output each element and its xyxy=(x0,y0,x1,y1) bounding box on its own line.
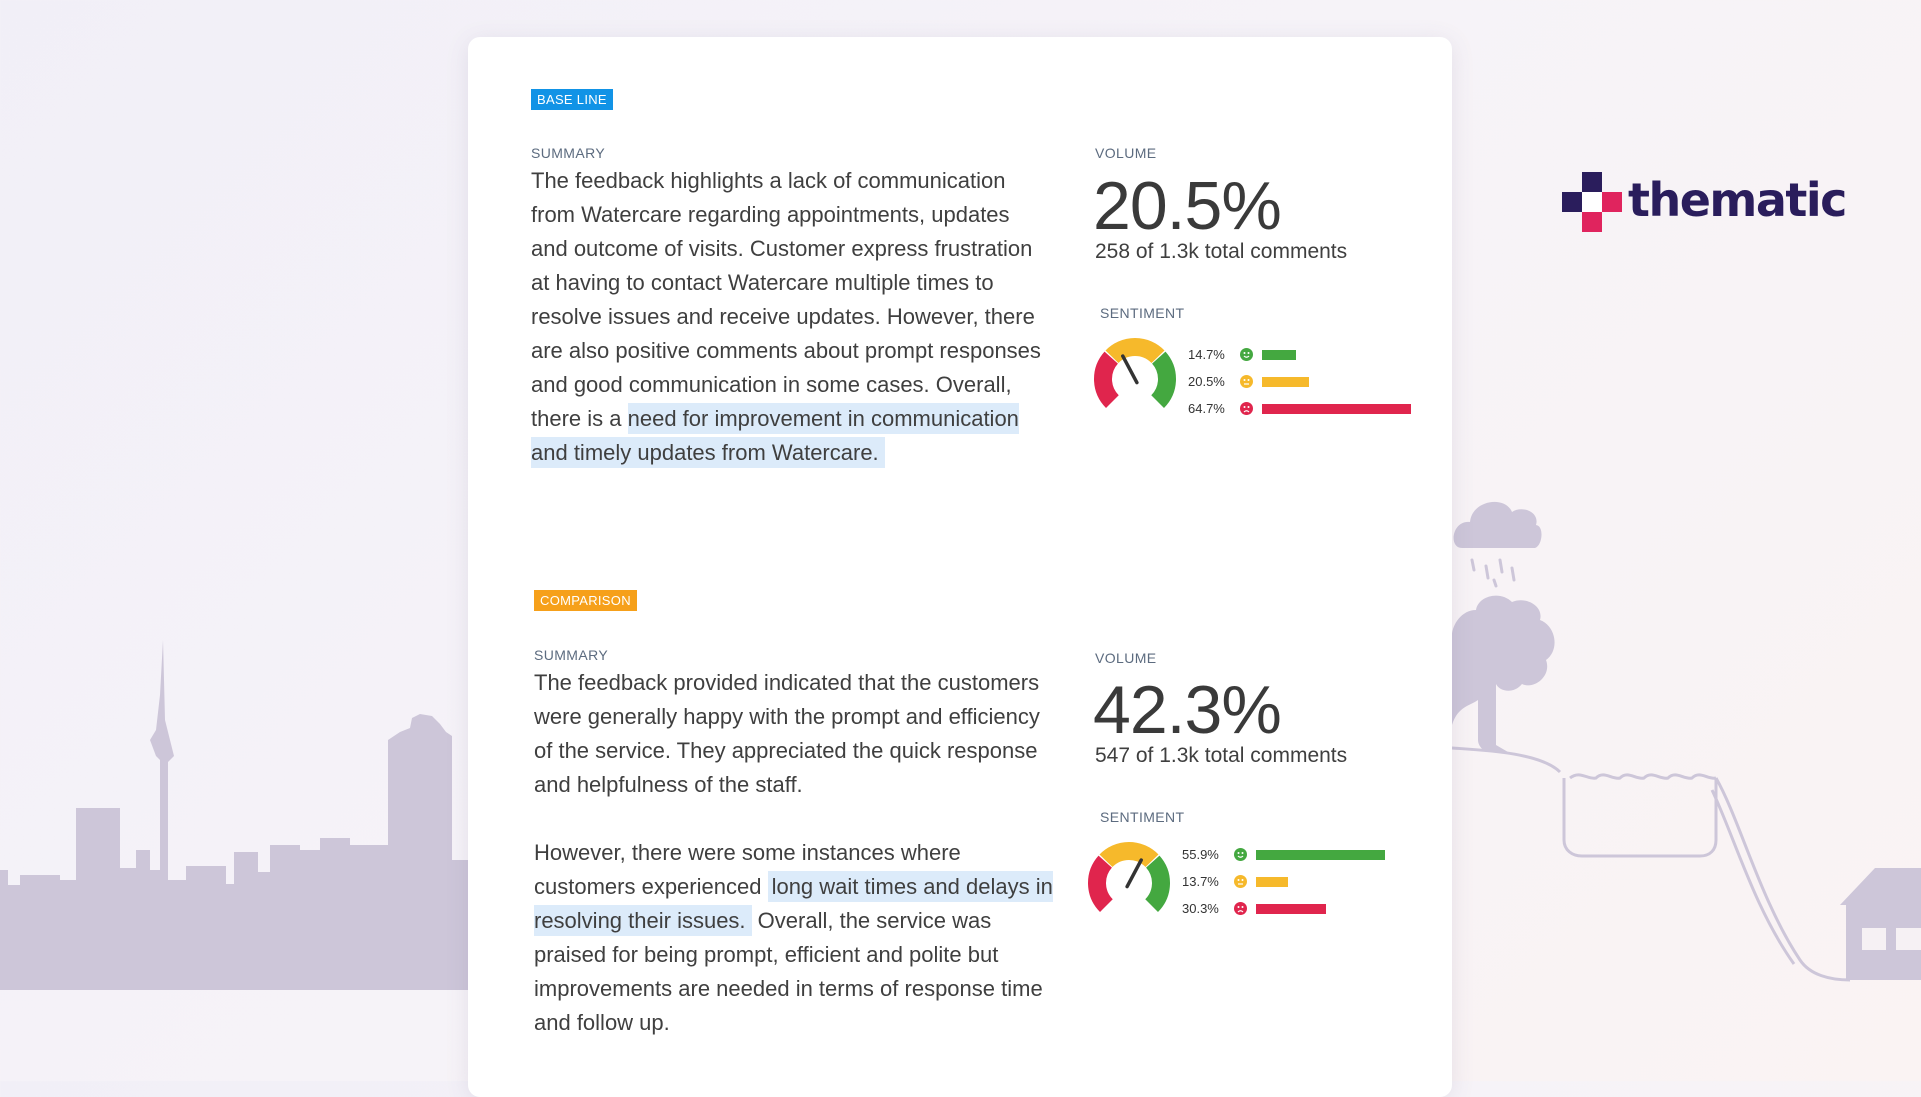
gauge-negative-arc xyxy=(1097,862,1106,906)
sentiment-bar-positive xyxy=(1262,350,1296,360)
gauge-needle xyxy=(1127,860,1141,886)
gauge-needle xyxy=(1123,356,1137,382)
sentiment-row-neutral xyxy=(1182,872,1442,892)
comparison-card xyxy=(468,37,1452,1097)
gauge-neutral-arc xyxy=(1112,347,1158,357)
gauge-neutral-arc xyxy=(1106,851,1152,861)
baseline-sentiment-gauge xyxy=(1093,337,1177,421)
baseline-volume-value: 20.5% xyxy=(1093,168,1281,244)
sentiment-bar-neutral xyxy=(1256,877,1288,887)
sentiment-percentage: 20.5% xyxy=(1188,374,1225,389)
baseline-summary-text xyxy=(531,164,1051,470)
comparison-tag: COMPARISON xyxy=(534,590,637,611)
sentiment-bar-negative xyxy=(1262,404,1411,414)
brand-name: thematic xyxy=(1628,173,1846,227)
gauge-positive-arc xyxy=(1158,358,1167,402)
water-pipe-illustration xyxy=(1452,748,1850,980)
sentiment-percentage: 64.7% xyxy=(1188,401,1225,416)
baseline-volume-subtext: 258 of 1.3k total comments xyxy=(1095,240,1348,263)
sentiment-percentage: 55.9% xyxy=(1182,847,1219,862)
sentiment-percentage: 14.7% xyxy=(1188,347,1225,362)
smile-face-icon xyxy=(1234,848,1247,861)
gauge-positive-arc xyxy=(1152,862,1161,906)
sentiment-bar-negative xyxy=(1256,904,1326,914)
sentiment-percentage: 30.3% xyxy=(1182,901,1219,916)
gauge-negative-arc xyxy=(1103,358,1112,402)
sad-face-icon xyxy=(1240,402,1253,415)
comparison-summary-label: SUMMARY xyxy=(534,647,609,663)
baseline-sentiment-label: SENTIMENT xyxy=(1100,305,1185,321)
baseline-tag: BASE LINE xyxy=(531,89,613,110)
baseline-summary-highlight: need for improvement in communication and timely updates from Watercare. xyxy=(531,403,1019,468)
baseline-summary-label: SUMMARY xyxy=(531,145,606,161)
house-icon xyxy=(1840,868,1921,980)
sentiment-row-negative xyxy=(1188,399,1448,419)
thematic-logo-icon xyxy=(1560,170,1622,232)
thematic-logo xyxy=(1560,168,1846,234)
comparison-summary-p2-start: However, there were some instances where customers experienced xyxy=(534,840,961,899)
comparison-volume-label: VOLUME xyxy=(1095,650,1157,666)
neutral-face-icon xyxy=(1234,875,1247,888)
neutral-face-icon xyxy=(1240,375,1253,388)
comparison-summary-text xyxy=(534,666,1054,1040)
sentiment-row-positive xyxy=(1188,345,1448,365)
smile-face-icon xyxy=(1240,348,1253,361)
baseline-volume-label: VOLUME xyxy=(1095,145,1157,161)
sad-face-icon xyxy=(1234,902,1247,915)
rain-cloud-icon xyxy=(1454,502,1542,586)
sentiment-row-positive xyxy=(1182,845,1442,865)
sentiment-percentage: 13.7% xyxy=(1182,874,1219,889)
city-skyline-silhouette xyxy=(0,640,468,990)
tree-icon xyxy=(1452,596,1555,752)
comparison-volume-subtext: 547 of 1.3k total comments xyxy=(1095,744,1348,767)
baseline-summary-body: The feedback highlights a lack of communication from Watercare regarding appointments, updates and outcome of visits. Customer express frustration at having to contact Watercare multiple times to resolve issues and receive updates. However, there are also positive comments about prompt responses and good communication in some cases. Overall, there is a xyxy=(531,168,1041,431)
comparison-sentiment-label: SENTIMENT xyxy=(1100,809,1185,825)
sentiment-bar-positive xyxy=(1256,850,1385,860)
sentiment-row-neutral xyxy=(1188,372,1448,392)
comparison-summary-paragraph-1: The feedback provided indicated that the customers were generally happy with the prompt and efficiency of the service. They appreciated the quick response and helpfulness of the staff. xyxy=(534,670,1040,797)
sentiment-row-negative xyxy=(1182,899,1442,919)
comparison-volume-value: 42.3% xyxy=(1093,672,1281,748)
sentiment-bar-neutral xyxy=(1262,377,1309,387)
comparison-summary-highlight: long wait times and delays in resolving their issues. xyxy=(534,871,1053,936)
comparison-sentiment-gauge xyxy=(1087,841,1171,925)
comparison-summary-p2-end: Overall, the service was praised for being prompt, efficient and polite but improvements are needed in terms of response time and follow up. xyxy=(534,908,1043,1035)
